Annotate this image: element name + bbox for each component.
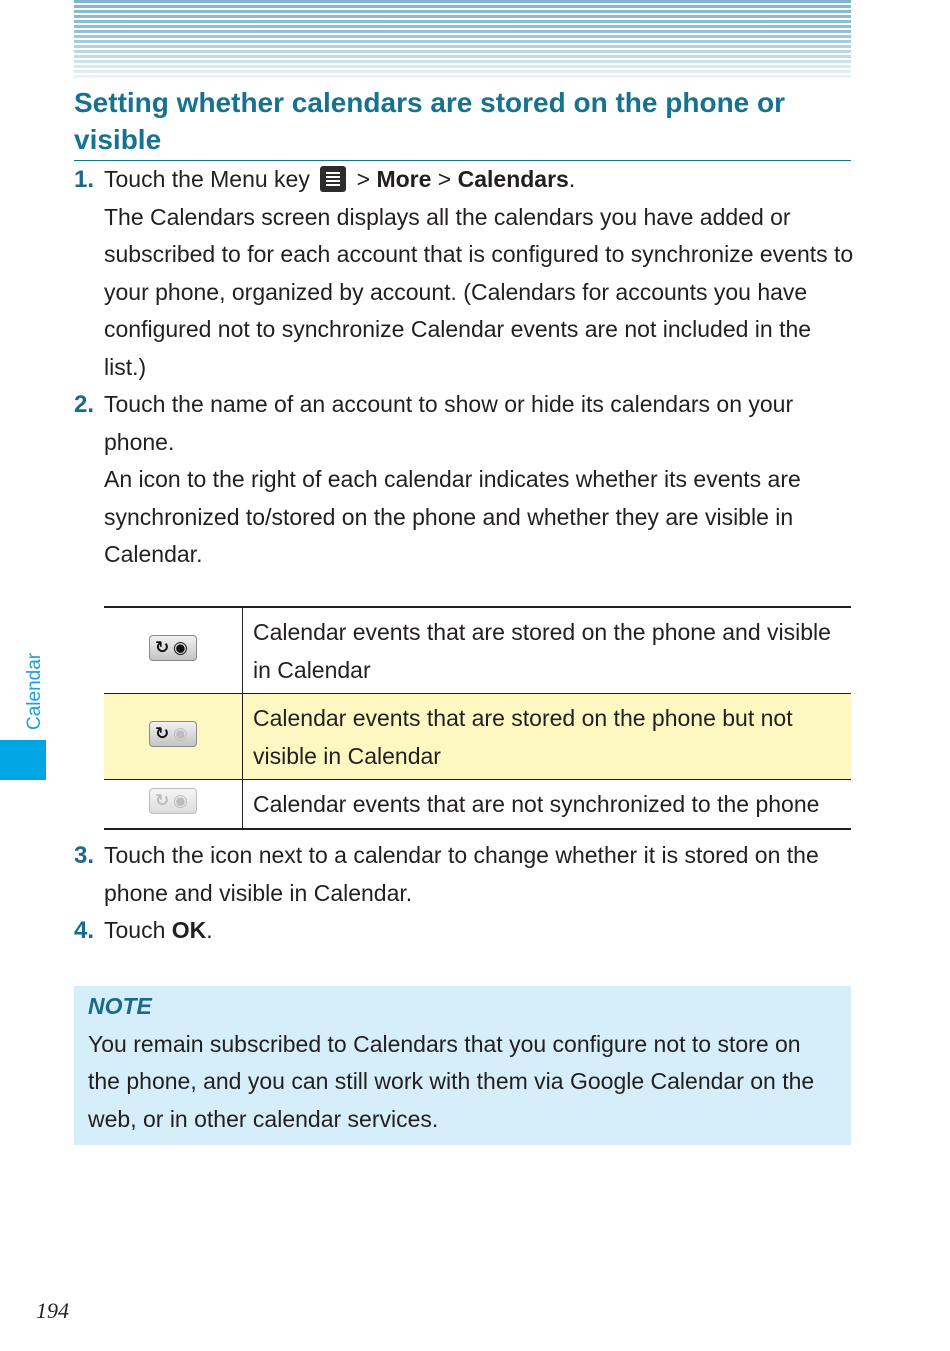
step-detail: An icon to the right of each calendar indicates whether its events are synchronized to/stored on the phone and whether they are visible in Calendar.	[104, 466, 801, 567]
page-number: 194	[36, 1298, 69, 1323]
section-title: Setting whether calendars are stored on the phone or visible	[74, 84, 851, 161]
menu-item-more: More	[376, 166, 432, 192]
step-3	[74, 837, 854, 912]
sync-visible-icon: ↻ ◉	[149, 635, 197, 661]
period: .	[568, 166, 576, 192]
legend-description: Calendar events that are not synchronized to the phone	[243, 780, 852, 829]
step-4	[74, 912, 854, 950]
step-number: 2.	[74, 391, 95, 418]
period: .	[206, 917, 213, 943]
step-number: 1.	[74, 166, 95, 193]
separator: >	[437, 166, 452, 192]
step-number: 4.	[74, 917, 95, 944]
icon-legend-table	[104, 606, 851, 830]
step-2	[74, 386, 854, 574]
step-text: Touch	[104, 917, 166, 943]
header-stripes	[74, 0, 851, 78]
not-synced-icon: ↻ ◉	[149, 788, 197, 814]
sync-hidden-icon: ↻ ◉	[149, 721, 197, 747]
separator: >	[356, 166, 371, 192]
step-text: Touch the icon next to a calendar to change whether it is stored on the phone and visible in Calendar.	[104, 842, 819, 906]
legend-row	[104, 780, 851, 829]
note-box	[74, 986, 851, 1145]
step-number: 3.	[74, 842, 95, 869]
step-detail: The Calendars screen displays all the calendars you have added or subscribed to for each account that is configured to synchronize events to your phone, organized by account. (Calendars for accounts you have configured not to synchronize Calendar events are not included in the list.)	[104, 203, 854, 380]
legend-row	[104, 607, 851, 694]
step-text: Touch the Menu key	[104, 166, 310, 192]
ok-label: OK	[171, 917, 207, 943]
legend-row	[104, 694, 851, 780]
legend-description: Calendar events that are stored on the phone but not visible in Calendar	[243, 694, 852, 780]
step-1	[74, 161, 854, 386]
side-tab-marker	[0, 740, 46, 780]
side-tab-label: Calendar	[24, 652, 45, 730]
note-text: You remain subscribed to Calendars that you configure not to store on the phone, and you can still work with them via Google Calendar on the web, or in other calendar services.	[88, 1030, 815, 1132]
menu-key-icon	[320, 166, 346, 192]
legend-description: Calendar events that are stored on the phone and visible in Calendar	[243, 607, 852, 694]
menu-item-calendars: Calendars	[457, 166, 569, 192]
step-text: Touch the name of an account to show or hide its calendars on your phone.	[104, 391, 794, 455]
note-title: NOTE	[88, 993, 152, 1019]
